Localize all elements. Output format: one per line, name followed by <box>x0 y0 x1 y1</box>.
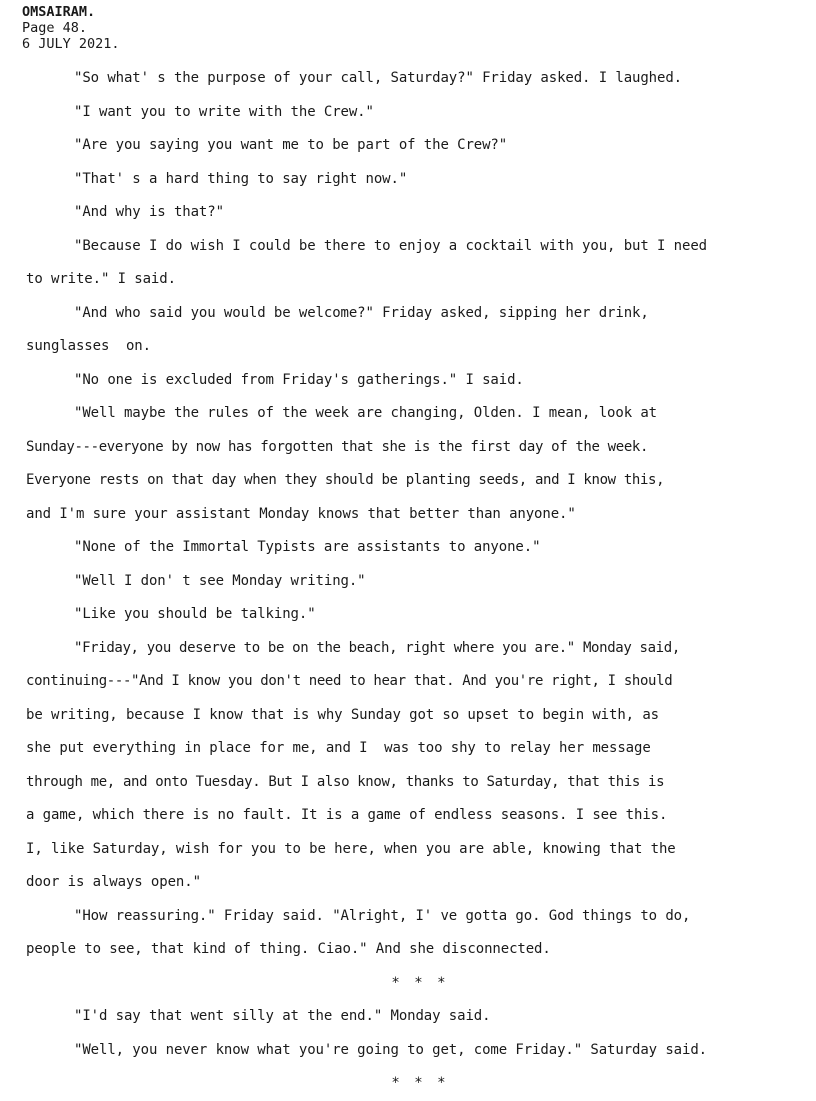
text-line: "How reassuring." Friday said. "Alright, I' ve gotta go. God things to do, <box>74 907 691 924</box>
text-line: through me, and onto Tuesday. But I also know, thanks to Saturday, that this is <box>26 773 665 790</box>
text-line: she put everything in place for me, and I was too shy to relay her message <box>26 740 651 756</box>
text-line: be writing, because I know that is why Sunday got so upset to begin with, as <box>26 706 659 723</box>
text-line: "That' s a hard thing to say right now." <box>74 170 408 187</box>
text-line: Sunday---everyone by now has forgotten that she is the first day of the week. <box>26 438 649 455</box>
text-line: "None of the Immortal Typists are assistants to anyone." <box>74 539 541 555</box>
scene-break: * * * <box>391 974 449 991</box>
text-line: "Like you should be talking." <box>74 606 316 622</box>
text-line: Everyone rests on that day when they should be planting seeds, and I know this, <box>26 472 665 488</box>
text-line: "I'd say that went silly at the end." Monday said. <box>74 1008 491 1024</box>
text-line: "Well, you never know what you're going to get, come Friday." Saturday said. <box>74 1041 707 1058</box>
text-line: "I want you to write with the Crew." <box>74 103 374 120</box>
text-line: "And who said you would be welcome?" Friday asked, sipping her drink, <box>74 304 649 321</box>
text-line: "Well maybe the rules of the week are changing, Olden. I mean, look at <box>74 405 658 421</box>
page-date: 6 JULY 2021. <box>22 36 120 52</box>
manuscript-body <box>26 62 814 1101</box>
text-line: "No one is excluded from Friday's gatherings." I said. <box>74 371 524 388</box>
text-line: a game, which there is no fault. It is a game of endless seasons. I see this. <box>26 807 668 823</box>
text-line: continuing---"And I know you don't need to hear that. And you're right, I should <box>26 673 673 689</box>
page-header <box>22 4 120 52</box>
text-line: to write." I said. <box>26 271 176 287</box>
scene-break: * * * <box>391 1075 449 1091</box>
text-line: "Friday, you deserve to be on the beach, right where you are." Monday said, <box>74 639 680 656</box>
text-line: "And why is that?" <box>74 204 224 220</box>
text-line: "Because I do wish I could be there to enjoy a cocktail with you, but I need <box>74 237 707 254</box>
text-line: I, like Saturday, wish for you to be here, when you are able, knowing that the <box>26 840 676 857</box>
text-line: people to see, that kind of thing. Ciao." And she disconnected. <box>26 941 551 957</box>
text-line: "Well I don' t see Monday writing." <box>74 572 366 589</box>
text-line: door is always open." <box>26 874 201 890</box>
text-line: sunglasses on. <box>26 338 151 354</box>
text-line: "Are you saying you want me to be part of the Crew?" <box>74 137 508 153</box>
page-number: Page 48. <box>22 20 88 36</box>
header-name: OMSAIRAM. <box>22 4 96 20</box>
text-line: and I'm sure your assistant Monday knows that better than anyone." <box>26 505 576 522</box>
text-line: "So what' s the purpose of your call, Saturday?" Friday asked. I laughed. <box>74 70 682 86</box>
